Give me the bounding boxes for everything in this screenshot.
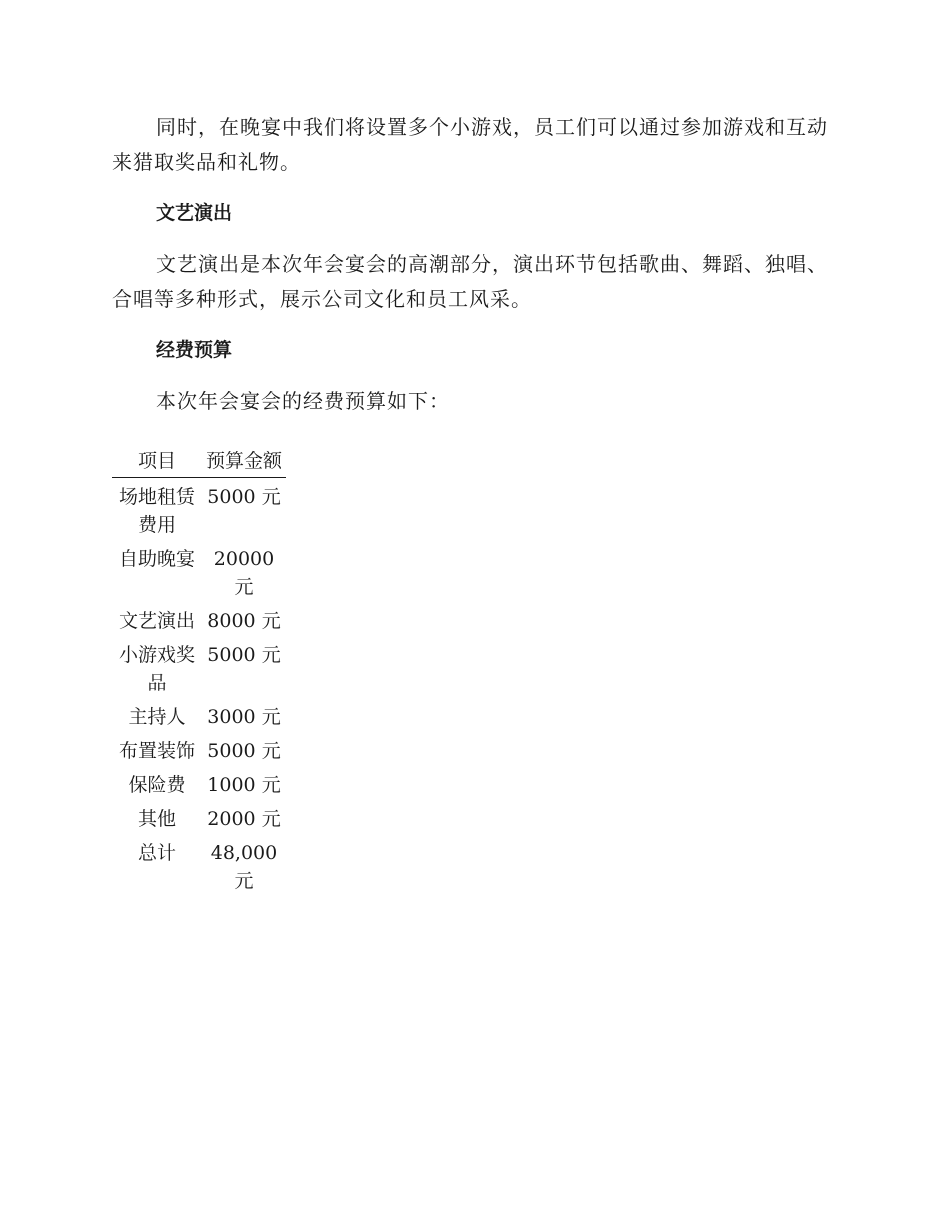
row-item: 总计 (137, 842, 176, 864)
table-header-row (112, 447, 286, 478)
heading-performance: 文艺演出 (156, 202, 233, 224)
row-item: 自助晚宴 (118, 548, 195, 570)
row-amount: 1000 元 (207, 774, 281, 796)
header-amount: 预算金额 (205, 450, 282, 472)
row-amount: 2000 元 (207, 808, 281, 830)
row-item: 其他 (137, 808, 176, 830)
table-row (112, 768, 286, 802)
table-row (112, 478, 286, 543)
table-row (112, 802, 286, 836)
row-amount: 20000 元 (213, 548, 275, 598)
row-item: 小游戏奖品 (118, 644, 195, 694)
row-item: 主持人 (128, 706, 186, 728)
row-item: 布置装饰 (118, 740, 195, 762)
table-row (112, 734, 286, 768)
paragraph-budget-intro: 本次年会宴会的经费预算如下： (156, 389, 450, 413)
row-amount: 5000 元 (207, 644, 281, 666)
table-row (112, 638, 286, 700)
row-amount: 5000 元 (207, 486, 281, 508)
header-item: 项目 (137, 450, 176, 472)
table-row (112, 700, 286, 734)
row-item: 文艺演出 (118, 610, 195, 632)
row-item: 场地租赁费用 (118, 486, 195, 536)
budget-table (112, 447, 286, 898)
table-row-total (112, 836, 286, 898)
row-amount: 48,000 元 (210, 842, 278, 892)
table-row (112, 604, 286, 638)
paragraph-games: 同时，在晚宴中我们将设置多个小游戏，员工们可以通过参加游戏和互动来猎取奖品和礼物。 (112, 115, 828, 174)
row-item: 保险费 (128, 774, 186, 796)
row-amount: 3000 元 (207, 706, 281, 728)
document-page (112, 110, 837, 898)
heading-budget: 经费预算 (156, 339, 233, 361)
row-amount: 5000 元 (207, 740, 281, 762)
paragraph-performance: 文艺演出是本次年会宴会的高潮部分，演出环节包括歌曲、舞蹈、独唱、合唱等多种形式，展示公司文化和员工风采。 (112, 252, 828, 311)
row-amount: 8000 元 (207, 610, 281, 632)
table-row (112, 542, 286, 604)
